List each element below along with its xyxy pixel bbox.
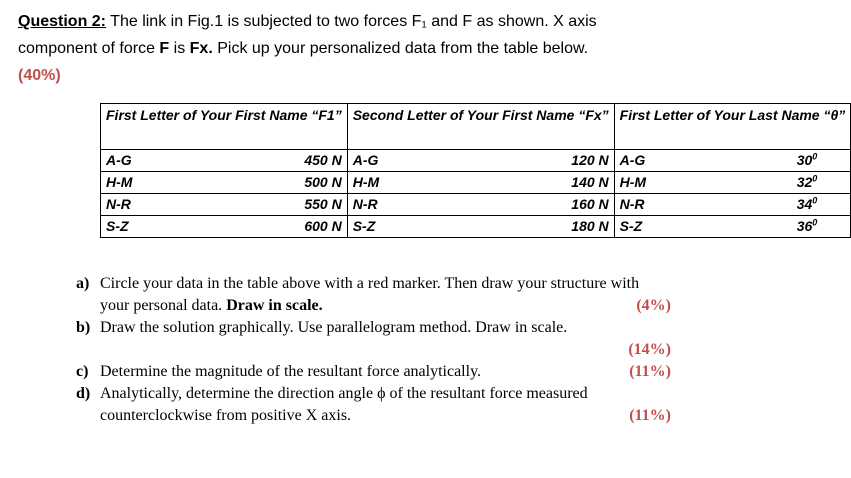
value-label: 160 N (571, 196, 609, 212)
table-cell (101, 172, 348, 194)
part-a-pct: (4%) (636, 297, 671, 314)
table-row (101, 216, 851, 238)
part-d-label: d) (76, 385, 91, 402)
part-a-text: Circle your data in the table above with a red marker. Then draw your structure with your personal data. (100, 275, 640, 314)
table-cell (101, 216, 348, 238)
table-cell (614, 150, 851, 172)
value-label: 30 (796, 152, 813, 168)
value-label: 120 N (571, 152, 609, 168)
part-a (76, 273, 671, 317)
part-c-pct: (11%) (629, 363, 671, 380)
part-b (76, 317, 671, 361)
personal-data-table (100, 103, 851, 238)
part-a-label: a) (76, 275, 90, 292)
table-cell (614, 172, 851, 194)
question-text-3: Pick up your personalized data from the table below. (212, 40, 589, 57)
degree-mark: 0 (812, 151, 818, 162)
question-weight: (40%) (18, 67, 61, 84)
part-d (76, 383, 671, 427)
value-label: 34 (796, 196, 813, 212)
table-row (101, 172, 851, 194)
range-label: S-Z (106, 218, 129, 234)
value-label: 500 N (304, 174, 342, 190)
table-cell (347, 216, 614, 238)
part-a-bold: Draw in scale. (226, 297, 323, 314)
value-label: 600 N (304, 218, 342, 234)
question-intro (18, 8, 668, 89)
value-label: 450 N (304, 152, 342, 168)
value-label: 140 N (571, 174, 609, 190)
part-c-text: Determine the magnitude of the resultant force analytically. (100, 363, 482, 380)
table-row (101, 150, 851, 172)
part-b-pct: (14%) (628, 341, 671, 358)
question-parts (76, 273, 671, 427)
value-label: 32 (796, 174, 813, 190)
part-b-label: b) (76, 319, 91, 336)
range-label: A-G (619, 152, 646, 168)
degree-mark: 0 (812, 173, 818, 184)
value-label: 180 N (571, 218, 609, 234)
value-label: 550 N (304, 196, 342, 212)
header-theta: First Letter of Your Last Name “θ” (614, 104, 851, 150)
table-row (101, 194, 851, 216)
table-cell (347, 150, 614, 172)
range-label: H-M (619, 174, 647, 190)
range-label: A-G (352, 152, 379, 168)
part-c (76, 361, 671, 383)
fx-symbol: Fx. (189, 40, 213, 57)
question-text-2: is (169, 40, 190, 57)
range-label: S-Z (619, 218, 643, 234)
degree-mark: 0 (812, 195, 818, 206)
table-cell (347, 172, 614, 194)
question-label: Question 2: (18, 13, 107, 30)
range-label: S-Z (352, 218, 376, 234)
header-f1: First Letter of Your First Name “F1” (101, 104, 348, 150)
part-b-text: Draw the solution graphically. Use parallelogram method. Draw in scale. (100, 319, 568, 336)
range-label: N-R (619, 196, 645, 212)
table-cell (614, 194, 851, 216)
range-label: A-G (106, 152, 132, 168)
range-label: N-R (352, 196, 378, 212)
force-symbol: F (159, 40, 170, 57)
table-cell (101, 150, 348, 172)
table-cell (347, 194, 614, 216)
question-text-1: The link in Fig.1 is subjected to two forces F₁ and F as shown. X axis component of force (18, 13, 597, 57)
range-label: N-R (106, 196, 131, 212)
part-d-pct: (11%) (629, 407, 671, 424)
part-d-text: Analytically, determine the direction angle ϕ of the resultant force measured counterclockwise from positive X axis. (100, 385, 588, 424)
range-label: H-M (106, 174, 133, 190)
table-cell (101, 194, 348, 216)
part-c-label: c) (76, 363, 89, 380)
header-fx: Second Letter of Your First Name “Fx” (347, 104, 614, 150)
table-cell (614, 216, 851, 238)
value-label: 36 (796, 218, 813, 234)
range-label: H-M (352, 174, 380, 190)
degree-mark: 0 (812, 217, 818, 228)
